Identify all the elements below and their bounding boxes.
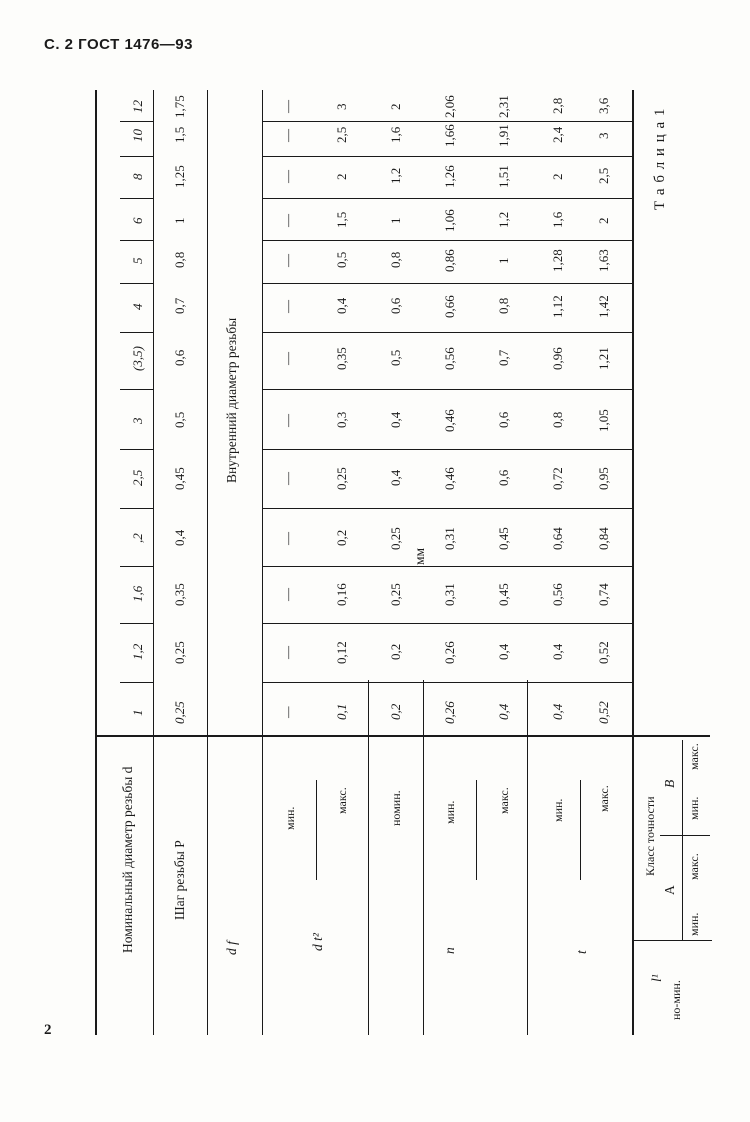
- row-n-nom-cell: 1,6: [388, 126, 403, 143]
- data-col-sep: [262, 389, 632, 390]
- label-n-max: макс.: [496, 786, 511, 814]
- row-t-min-cell: 2,4: [550, 126, 565, 143]
- header-col-sep: [120, 198, 153, 199]
- rule-d1-sub: [316, 780, 317, 880]
- row-d1-min-cell: —: [280, 706, 295, 718]
- label-d1-min: мин.: [282, 806, 297, 830]
- row-n-min-cell: 0,46: [442, 408, 457, 432]
- row-d1-max-cell: 0,25: [334, 466, 349, 490]
- row-t-min-cell: 2,8: [550, 97, 565, 114]
- row-t-max-cell: 1,21: [596, 346, 611, 370]
- row-t-min-cell: 0,96: [550, 346, 565, 370]
- row-d1-min-cell: —: [280, 587, 295, 601]
- row-d1-min-cell: —: [280, 413, 295, 427]
- header-col-sep: [120, 156, 153, 157]
- rule-class-sub: [682, 740, 683, 940]
- row-nominal-diameter-cell: 2,5: [130, 469, 145, 486]
- row-thread-pitch-cell: 1: [172, 217, 187, 224]
- running-header: С. 2 ГОСТ 1476—93: [44, 36, 193, 53]
- label-d1: d t²: [310, 933, 325, 951]
- row-n-nom-cell: 0,5: [388, 349, 403, 366]
- label-d1-max: макс.: [334, 786, 349, 814]
- row-n-max-cell: 0,7: [496, 349, 511, 366]
- row-d1-max-cell: 0,5: [334, 251, 349, 268]
- data-col-sep: [262, 508, 632, 509]
- row-t-max-cell: 1,63: [596, 248, 611, 272]
- label-class-a: А: [662, 885, 677, 895]
- row-n-min-cell: 0,31: [442, 526, 457, 550]
- row-t-min-cell: 1,6: [550, 211, 565, 228]
- row-nominal-diameter-cell: 12: [130, 99, 145, 113]
- row-n-min-cell: 1,66: [442, 123, 457, 147]
- row-thread-pitch-cell: 0,5: [172, 411, 187, 428]
- label-a-max: макс.: [686, 852, 701, 880]
- row-d1-min-cell: —: [280, 299, 295, 313]
- row-t-max-cell: 0,95: [596, 466, 611, 490]
- row-n-nom-cell: 0,25: [388, 582, 403, 606]
- row-nominal-diameter-cell: (3,5): [130, 345, 145, 371]
- data-col-sep: [262, 121, 632, 122]
- row-nominal-diameter-cell: 1,2: [130, 643, 145, 660]
- row-nominal-diameter-cell: 4: [130, 303, 145, 310]
- rule-after-d1: [368, 680, 369, 1035]
- row-thread-pitch-cell: 0,8: [172, 251, 187, 268]
- row-n-nom-cell: 0,2: [388, 703, 403, 720]
- label-thread-pitch: Шаг резьбы P: [172, 840, 187, 920]
- row-t-min-cell: 0,56: [550, 582, 565, 606]
- data-col-sep: [262, 682, 632, 683]
- label-b-max: макс.: [686, 742, 701, 770]
- row-t-max-cell: 1,05: [596, 408, 611, 432]
- row-d1-min-cell: —: [280, 645, 295, 659]
- row-n-min-cell: 0,86: [442, 248, 457, 272]
- row-n-min-cell: 0,31: [442, 582, 457, 606]
- row-t-max-cell: 2: [596, 217, 611, 224]
- l-separator: [632, 940, 712, 941]
- row-thread-pitch-cell: 0,45: [172, 466, 187, 490]
- row-d1-min-cell: —: [280, 99, 295, 113]
- row-thread-pitch-cell: 0,25: [172, 640, 187, 664]
- label-n-min: мин.: [442, 800, 457, 824]
- rule-n-sub: [476, 780, 477, 880]
- label-class-b: В: [662, 779, 677, 788]
- row-d1-min-cell: —: [280, 471, 295, 485]
- row-n-nom-cell: 2: [388, 103, 403, 110]
- row-n-nom-cell: 0,2: [388, 643, 403, 660]
- header-col-sep: [120, 566, 153, 567]
- row-n-max-cell: 0,4: [496, 643, 511, 660]
- label-t: t: [574, 950, 589, 954]
- row-nominal-diameter-cell: ,2: [130, 533, 145, 543]
- row-d1-max-cell: 0,3: [334, 411, 349, 428]
- row-n-nom-cell: 0,4: [388, 469, 403, 486]
- row-d1-max-cell: 2,5: [334, 126, 349, 143]
- row-n-min-cell: 1,26: [442, 164, 457, 188]
- row-thread-pitch-cell: 0,6: [172, 349, 187, 366]
- row-n-max-cell: 0,8: [496, 297, 511, 314]
- row-t-min-cell: 0,64: [550, 526, 565, 550]
- stub-separator: [95, 735, 710, 737]
- data-col-sep: [262, 156, 632, 157]
- label-n: n: [442, 946, 457, 954]
- row-d1-min-cell: —: [280, 128, 295, 142]
- row-thread-pitch-cell: 1,5: [172, 126, 187, 143]
- unit-label: мм: [412, 547, 427, 565]
- header-col-sep: [120, 240, 153, 241]
- row-d1-max-cell: 1,5: [334, 211, 349, 228]
- row-n-max-cell: 0,4: [496, 703, 511, 720]
- label-df: d f: [224, 941, 239, 955]
- row-n-nom-cell: 0,6: [388, 297, 403, 314]
- row-d1-max-cell: 2: [334, 173, 349, 180]
- row-d1-min-cell: —: [280, 253, 295, 267]
- rule-after-n-nom: [423, 680, 424, 1035]
- row-nominal-diameter-cell: 5: [130, 257, 145, 264]
- row-n-nom-cell: 1: [388, 217, 403, 224]
- row-n-max-cell: 0,6: [496, 411, 511, 428]
- label-a-min: мин.: [686, 912, 701, 936]
- row-n-max-cell: 2,31: [496, 94, 511, 118]
- rule-after-n: [527, 680, 528, 1035]
- header-col-sep: [120, 389, 153, 390]
- row-thread-pitch-cell: 1,25: [172, 164, 187, 188]
- row-t-min-cell: 0,4: [550, 703, 565, 720]
- row-d1-max-cell: 0,35: [334, 346, 349, 370]
- rule-after-df: [262, 90, 263, 1035]
- row-n-nom-cell: 0,25: [388, 526, 403, 550]
- data-col-sep: [262, 198, 632, 199]
- row-n-max-cell: 0,45: [496, 526, 511, 550]
- row-t-max-cell: 2,5: [596, 167, 611, 184]
- data-col-sep: [262, 623, 632, 624]
- label-accuracy-class: Класс точности: [642, 796, 657, 876]
- header-col-sep: [120, 283, 153, 284]
- header-col-sep: [120, 121, 153, 122]
- data-col-sep: [262, 449, 632, 450]
- row-d1-max-cell: 0,1: [334, 703, 349, 720]
- df-description: Внутренний диаметр резьбы: [224, 317, 239, 483]
- row-t-max-cell: 0,52: [596, 700, 611, 724]
- row-d1-min-cell: —: [280, 169, 295, 183]
- row-n-nom-cell: 0,8: [388, 251, 403, 268]
- row-d1-max-cell: 3: [334, 103, 349, 110]
- row-n-min-cell: 0,26: [442, 640, 457, 664]
- row-n-max-cell: 1,91: [496, 123, 511, 147]
- row-d1-max-cell: 0,4: [334, 297, 349, 314]
- row-t-min-cell: 0,72: [550, 466, 565, 490]
- class-ab-separator: [660, 835, 710, 836]
- row-d1-min-cell: —: [280, 531, 295, 545]
- data-col-sep: [262, 240, 632, 241]
- row-thread-pitch-cell: 0,35: [172, 582, 187, 606]
- row-n-min-cell: 0,56: [442, 346, 457, 370]
- row-d1-min-cell: —: [280, 213, 295, 227]
- label-b-min: мин.: [686, 796, 701, 820]
- row-t-max-cell: 3,6: [596, 97, 611, 114]
- row-t-min-cell: 0,8: [550, 411, 565, 428]
- row-n-max-cell: 1,51: [496, 164, 511, 188]
- row-thread-pitch-cell: 0,4: [172, 529, 187, 546]
- row-nominal-diameter-cell: 3: [130, 417, 145, 424]
- table-bottom-rule: [632, 90, 634, 1035]
- table-top-rule: [95, 90, 97, 1035]
- row-n-max-cell: 1,2: [496, 211, 511, 228]
- row-n-max-cell: 0,6: [496, 469, 511, 486]
- row-t-max-cell: 1,42: [596, 294, 611, 318]
- page-number: 2: [44, 1022, 52, 1038]
- row-nominal-diameter-cell: 6: [130, 217, 145, 224]
- row-d1-max-cell: 0,12: [334, 640, 349, 664]
- header-col-sep: [120, 332, 153, 333]
- row-n-max-cell: 0,45: [496, 582, 511, 606]
- row-n-min-cell: 0,46: [442, 466, 457, 490]
- row-n-min-cell: 0,66: [442, 294, 457, 318]
- rule-t-sub: [580, 780, 581, 880]
- row-nominal-diameter-cell: 10: [130, 128, 145, 142]
- row-thread-pitch-cell: 0,7: [172, 297, 187, 314]
- row-d1-max-cell: 0,2: [334, 529, 349, 546]
- rule-after-d: [153, 90, 154, 1035]
- row-t-min-cell: 2: [550, 173, 565, 180]
- row-n-min-cell: 0,26: [442, 700, 457, 724]
- label-t-max: макс.: [596, 784, 611, 812]
- header-col-sep: [120, 682, 153, 683]
- row-d1-max-cell: 0,16: [334, 582, 349, 606]
- row-n-min-cell: 2,06: [442, 94, 457, 118]
- data-col-sep: [262, 283, 632, 284]
- row-nominal-diameter-cell: 8: [130, 173, 145, 180]
- row-d1-min-cell: —: [280, 351, 295, 365]
- header-col-sep: [120, 449, 153, 450]
- row-t-min-cell: 1,28: [550, 248, 565, 272]
- row-thread-pitch-cell: 1,75: [172, 94, 187, 118]
- label-nominal-diameter: Номинальный диаметр резьбы d: [120, 766, 135, 953]
- row-n-max-cell: 1: [496, 257, 511, 264]
- row-n-nom-cell: 0,4: [388, 411, 403, 428]
- label-t-min: мин.: [550, 798, 565, 822]
- header-col-sep: [120, 623, 153, 624]
- row-t-max-cell: 0,52: [596, 640, 611, 664]
- row-t-max-cell: 3: [596, 132, 611, 139]
- row-t-min-cell: 1,12: [550, 294, 565, 318]
- row-nominal-diameter-cell: 1: [130, 709, 145, 716]
- row-nominal-diameter-cell: 1,6: [130, 585, 145, 602]
- label-l-nom: но-мин.: [668, 980, 683, 1020]
- row-thread-pitch-cell: 0,25: [172, 700, 187, 724]
- data-col-sep: [262, 332, 632, 333]
- row-t-min-cell: 0,4: [550, 643, 565, 660]
- data-col-sep: [262, 566, 632, 567]
- rule-after-p: [207, 90, 208, 1035]
- row-n-min-cell: 1,06: [442, 208, 457, 232]
- row-t-max-cell: 0,74: [596, 582, 611, 606]
- table-caption: Т а б л и ц а 1: [652, 107, 668, 210]
- label-n-nom: номин.: [388, 790, 403, 826]
- row-n-nom-cell: 1,2: [388, 167, 403, 184]
- label-l: l¹: [649, 974, 664, 982]
- header-col-sep: [120, 508, 153, 509]
- row-t-max-cell: 0,84: [596, 526, 611, 550]
